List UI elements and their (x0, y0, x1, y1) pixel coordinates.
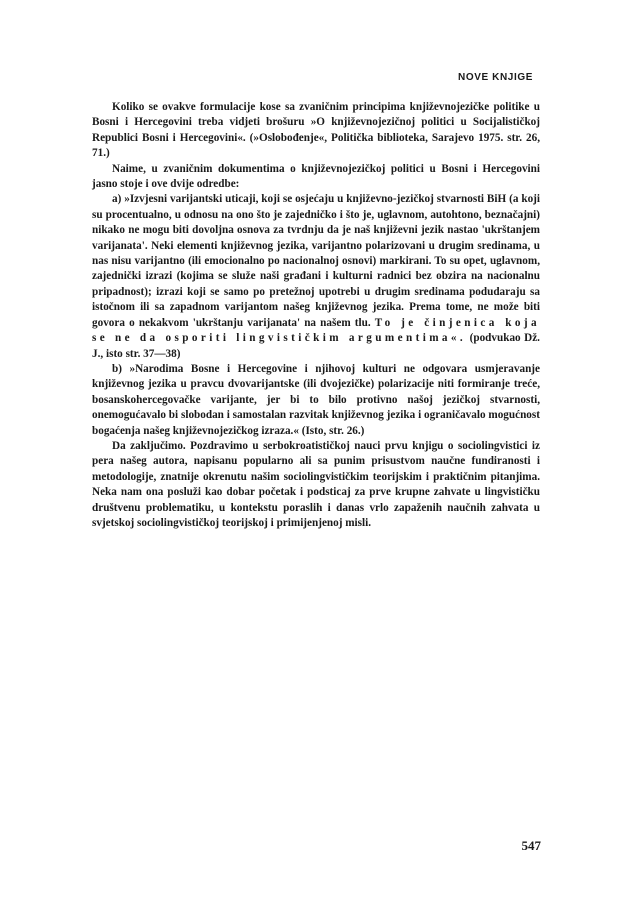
quote-b: b) »Narodima Bosne i Hercegovine i njihovoj kulturi ne odgovara usmjeravanje književnog jezika u pravcu dvovarijantske (ili dvojezičke) polarizacije niti formiranje treće, bosanskohercegovačke varijante, jer bi to bilo protivno našoj jezičkoj stvarnosti, onemogućavalo bi slobodan i samostalan razvitak književnog jezika i ograničavalo mogućnost bogaćenja našeg književnojezičkog izraza.« (Isto, str. 26.) (92, 362, 540, 437)
paragraph-1: Koliko se ovakve formulacije kose sa zvaničnim principima književnojezičke politike u Bosni i Hercegovini treba vidjeti brošuru »O književnojezičnoj politici u Socijalističkoj Republici Bosni i Hercegovini«. (»Oslobođenje«, Politička biblioteka, Sarajevo 1975. str. 26, 71.) (92, 101, 540, 160)
article-body (92, 100, 540, 531)
quote-a-text: a) »Izvjesni varijantski uticaji, koji se osjećaju u književno-jezičkoj stvarnosti BiH (a koji su procentualno, u odnosu na ono što je zajedničko i što je, uglavnom, autohtono, beznačajni) nikako ne mogu biti dovoljna osnova za tvrdnju da je naš književni jezik nastao 'ukrštanjem varijanata'. Neki elementi književnog jezika, varijantno polarizovani u drugim sredinama, u nas nisu varijantno (ili emocionalno po nacionalnoj osnovi) markirani. To su opet, uglavnom, zajednički izrazi (kojima se služe naši građani i kulturni radnici bez obzira na nacionalnu pripadnost); izrazi koji se samo po pretežnoj upotrebi u drugim sredinama podudaraju sa istočnom ili sa zapadnom varijantom našeg književnog jezika. Prema tome, ne može biti govora o nekakvom 'ukrštanju varijanata' na našem tlu. (92, 193, 540, 329)
running-title: NOVE KNJIGE (458, 72, 533, 83)
paragraph-2: Naime, u zvaničnim dokumentima o književnojezičkoj politici u Bosni i Hercegovini jasno stoje i ove dvije odredbe: (92, 162, 540, 191)
conclusion-paragraph: Da zaključimo. Pozdravimo u serbokroatističkoj nauci prvu knjigu o sociolingvistici iz pera našeg autora, napisanu popularno ali sa punim prisustvom naučne fundiranosti i metodologije, znatnije okrenutu našim sociolingvističkim teorijskim i praktičnim pitanjima. Neka nam ona posluži kao dobar početak i podsticaj za prve krupne zahvate u lingvističku društvenu problematiku, u kontekstu poraslih i danas vrlo zapaženih naučnih zahvata u svjetskoj sociolingvističkoj teorijskoj i primijenjenoj misli. (92, 439, 540, 529)
quote-a-citation: (podvukao Dž. J., isto str. 37—38) (92, 332, 540, 360)
quote-a (92, 192, 540, 361)
page-number: 547 (521, 838, 541, 853)
quote-a-emphasis: To je činjenica koja se ne da osporiti lingvističkim argumentima«. (92, 316, 540, 345)
